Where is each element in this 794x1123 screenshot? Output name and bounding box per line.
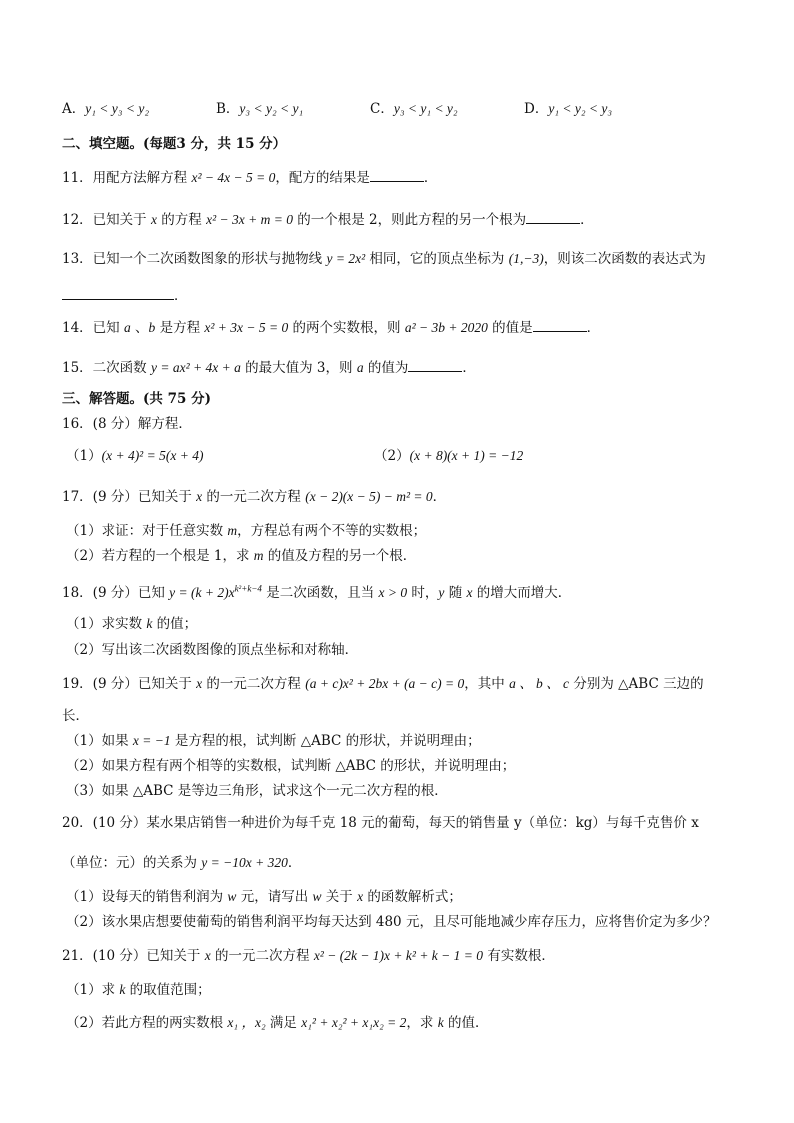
q-text: 13．已知一个二次函数图象的形状与抛物线 [62, 251, 327, 267]
q-text: 18．(9 分）已知 [62, 585, 170, 601]
q-math: x = −1 [132, 733, 171, 748]
question-15 [62, 357, 476, 378]
q-text: 的两个实数根，则 [288, 320, 405, 336]
q-text: 的一个根是 2，则此方程的另一个根为 [292, 212, 527, 228]
q-text: ． [287, 855, 302, 871]
question-18 [62, 583, 571, 603]
q-text: 的值为 [363, 360, 409, 376]
q-text: （单位：元）的关系为 [62, 855, 202, 871]
q-text: 关于 [321, 889, 358, 905]
answer-blank[interactable] [62, 285, 174, 300]
q-text: （2） [374, 448, 410, 464]
q-math: x² − 3x + m = 0 [206, 212, 293, 227]
q-text: ，则该二次函数的表达式为 [543, 251, 706, 267]
answer-blank[interactable] [533, 317, 587, 332]
question-14 [62, 317, 600, 338]
q-math: y = (k + 2)x [169, 585, 235, 600]
q-text: 是二次函数，且当 [261, 585, 379, 601]
choice-label: D． [524, 101, 549, 117]
q-math: m [253, 548, 264, 563]
choice-label: A． [62, 101, 86, 117]
question-16: 16．(8 分）解方程． [62, 416, 192, 432]
q-text: 的取值范围； [125, 982, 211, 998]
choice-b [216, 99, 303, 119]
q-text: 随 [444, 585, 467, 601]
q-text: 的值． [443, 1015, 489, 1031]
q-text: 分别为 △ABC 三边的 [569, 676, 704, 692]
q-math-exponent: k²+k−4 [234, 583, 262, 594]
q-text: 的最大值为 3，则 [240, 360, 357, 376]
q-math: (x + 4)² = 5(x + 4) [101, 448, 204, 463]
choice-a [62, 99, 149, 119]
q-text: 12．已知关于 [62, 212, 151, 228]
q-text: 、 [130, 320, 149, 336]
q-text: （1）如果 [66, 733, 133, 749]
q-text: 有实数根． [483, 948, 555, 964]
q-text: ． [462, 360, 476, 376]
answer-blank[interactable] [370, 167, 424, 182]
q-math: a [356, 360, 364, 375]
q-math: b [148, 320, 156, 335]
question-13 [62, 249, 706, 269]
q-math: w [312, 889, 322, 904]
question-21-sub-1 [66, 980, 211, 1000]
question-19-sub-2: （2）如果方程有两个相等的实数根，试判断 △ABC 的形状，并说明理由； [66, 758, 516, 774]
question-21-sub-2 [66, 1013, 489, 1033]
question-20-sub-1 [66, 887, 462, 907]
q-math: k [119, 982, 126, 997]
q-text: 的值； [152, 616, 198, 632]
q-math: x [150, 212, 157, 227]
q-math: x > 0 [378, 585, 408, 600]
q-math: y = ax² + 4x + a [150, 360, 241, 375]
question-20-sub-2: （2）该水果店想要使葡萄的销售利润平均每天达到 480 元，且尽可能地减少库存压力，应将售价定为多少？ [66, 914, 717, 930]
q-text: 的函数解析式； [363, 889, 462, 905]
q-math: (x + 8)(x + 1) = −12 [409, 448, 524, 463]
q-math: m [227, 523, 238, 538]
q-text: ． [174, 288, 188, 304]
q-math: y = −10x + 320 [201, 855, 288, 870]
question-18-sub-1 [66, 614, 197, 634]
q-text: ，求 [406, 1015, 438, 1031]
q-text: ，其中 [464, 676, 510, 692]
question-17-sub-2 [66, 546, 416, 566]
q-math: x² − 4x − 5 = 0 [191, 170, 276, 185]
question-17-sub-1 [66, 521, 426, 541]
choice-expr: y₁ < y₃ < y₂ [85, 101, 150, 116]
q-math: w [227, 889, 237, 904]
q-math: a² − 3b + 2020 [404, 320, 488, 335]
q-text: 19．(9 分）已知关于 [62, 676, 197, 692]
q-text: 21．(10 分）已知关于 [62, 948, 205, 964]
question-19-continued: 长． [62, 708, 89, 724]
q-text: （2）若此方程的两实数根 [66, 1015, 228, 1031]
q-math: x [466, 585, 473, 600]
choice-label: B． [216, 101, 240, 117]
q-text: 相同，它的顶点坐标为 [365, 251, 509, 267]
q-text: （1）求实数 [66, 616, 147, 632]
q-text: 的值是 [487, 320, 533, 336]
q-math: k [437, 1015, 444, 1030]
q-text: 元，请写出 [236, 889, 313, 905]
q-math: x₁² + x₂² + x₁x₂ = 2 [301, 1015, 407, 1030]
question-20: 20．(10 分）某水果店销售一种进价为每千克 18 元的葡萄，每天的销售量 y（单位：kg）与每千克售价 x [62, 815, 699, 831]
section-heading-fill: 二、填空题。(每题3 分，共 15 分） [62, 136, 287, 152]
choice-label: C． [370, 101, 394, 117]
q-math: (a + c)x² + 2bx + (a − c) = 0 [305, 676, 465, 691]
q-math: (x − 2)(x − 5) − m² = 0 [305, 489, 433, 504]
q-math: a [123, 320, 131, 335]
q-text: 的增大而增大． [472, 585, 572, 601]
question-11 [62, 167, 437, 188]
q-text: 11．用配方法解方程 [62, 170, 192, 186]
q-math: x² + 3x − 5 = 0 [204, 320, 289, 335]
q-text: 15．二次函数 [62, 360, 151, 376]
question-16-part-1 [66, 446, 203, 466]
choice-expr: y₃ < y₁ < y₂ [393, 101, 458, 116]
section-heading-answer: 三、解答题。(共 75 分) [62, 391, 211, 407]
q-text: ． [432, 489, 447, 505]
q-math: x [196, 489, 203, 504]
q-math: x [357, 889, 364, 904]
answer-blank[interactable] [526, 209, 580, 224]
q-text: 是方程的根，试判断 △ABC 的形状，并说明理由； [170, 733, 481, 749]
q-text: 的值及方程的另一个根． [263, 548, 417, 564]
q-text: 的方程 [156, 212, 207, 228]
choice-expr: y₃ < y₂ < y₁ [239, 101, 304, 116]
question-12 [62, 209, 594, 230]
question-13-blank-line [62, 285, 188, 306]
answer-blank[interactable] [408, 357, 462, 372]
q-text: 的一元二次方程 [202, 489, 306, 505]
q-text: （1）求 [66, 982, 120, 998]
q-text: ，配方的结果是 [275, 170, 370, 186]
choice-expr: y₁ < y₂ < y₃ [548, 101, 613, 116]
q-text: ． [586, 320, 601, 336]
question-17 [62, 487, 446, 507]
q-text: （1）求证：对于任意实数 [66, 523, 228, 539]
q-text: （2）若方程的一个根是 1，求 [66, 548, 254, 564]
q-math: x² − (2k − 1)x + k² + k − 1 = 0 [313, 948, 484, 963]
q-text: （1）设每天的销售利润为 [66, 889, 228, 905]
choice-c [370, 99, 458, 119]
q-math: x [204, 948, 211, 963]
q-math: k [146, 616, 153, 631]
q-text: ，方程总有两个不等的实数根； [237, 523, 427, 539]
question-20-continued [62, 853, 301, 873]
question-18-sub-2: （2）写出该二次函数图像的顶点坐标和对称轴． [66, 642, 359, 658]
question-21 [62, 946, 555, 966]
choice-d [524, 99, 612, 119]
q-text: （1） [66, 448, 102, 464]
question-19-sub-3: （3）如果 △ABC 是等边三角形，试求这个一元二次方程的根． [66, 783, 448, 799]
question-16-part-2 [374, 446, 523, 466]
q-math: x₁ ，x₂ [227, 1015, 266, 1030]
q-text: 17．(9 分）已知关于 [62, 489, 197, 505]
q-math: (1,−3) [508, 251, 544, 266]
q-text: 时， [407, 585, 439, 601]
q-text: 14．已知 [62, 320, 124, 336]
q-text: ． [580, 212, 594, 228]
q-math: x [196, 676, 203, 691]
q-text: 是方程 [155, 320, 205, 336]
q-text: 满足 [265, 1015, 302, 1031]
q-math: y = 2x² [326, 251, 366, 266]
q-text: ． [423, 170, 438, 186]
q-math: y [438, 585, 445, 600]
question-19-sub-1 [66, 731, 481, 751]
q-math: a 、 b 、 c [509, 676, 570, 691]
question-19 [62, 674, 704, 694]
q-text: 的一元二次方程 [210, 948, 314, 964]
q-text: 的一元二次方程 [202, 676, 306, 692]
